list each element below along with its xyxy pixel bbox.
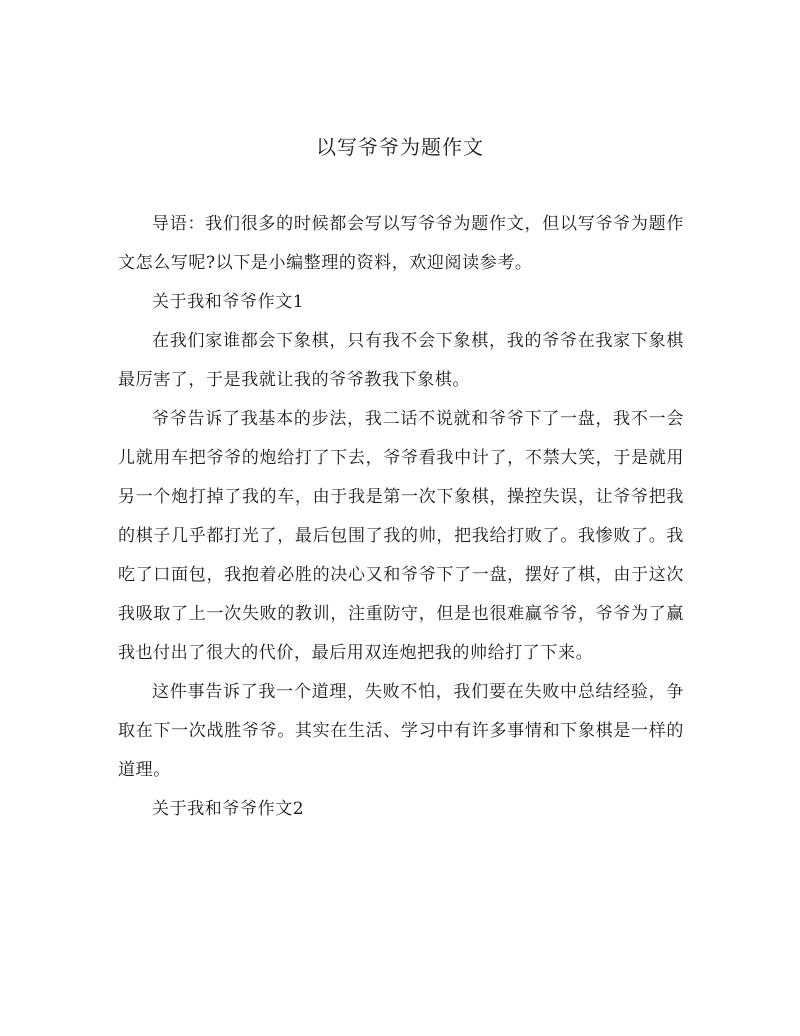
document-body bbox=[118, 205, 684, 829]
document-title: 以写爷爷为题作文 bbox=[316, 135, 484, 159]
paragraph-2: 爷爷告诉了我基本的步法，我二话不说就和爷爷下了一盘，我不一会儿就用车把爷爷的炮给打了下去，爷爷看我中计了，不禁大笑，于是就用另一个炮打掉了我的车，由于我是第一次下象棋，操控失误，让爷爷把我的棋子几乎都打光了，最后包围了我的帅，把我给打败了。我惨败了。我吃了口面包，我抱着必胜的决心又和爷爷下了一盘，摆好了棋，由于这次我吸取了上一次失败的教训，注重防守，但是也很难赢爷爷，爷爷为了赢我也付出了很大的代价，最后用双连炮把我的帅给打了下来。 bbox=[118, 409, 684, 663]
section-heading-1: 关于我和爷爷作文1 bbox=[152, 292, 305, 312]
paragraph-1: 在我们家谁都会下象棋，只有我不会下象棋，我的爷爷在我家下象棋最厉害了，于是我就让我的爷爷教我下象棋。 bbox=[118, 331, 684, 390]
paragraph-3: 这件事告诉了我一个道理，失败不怕，我们要在失败中总结经验，争取在下一次战胜爷爷。其实在生活、学习中有许多事情和下象棋是一样的道理。 bbox=[118, 682, 684, 780]
section-heading-2: 关于我和爷爷作文2 bbox=[152, 799, 305, 819]
intro-paragraph: 导语：我们很多的时候都会写以写爷爷为题作文，但以写爷爷为题作文怎么写呢?以下是小编整理的资料，欢迎阅读参考。 bbox=[118, 214, 684, 273]
